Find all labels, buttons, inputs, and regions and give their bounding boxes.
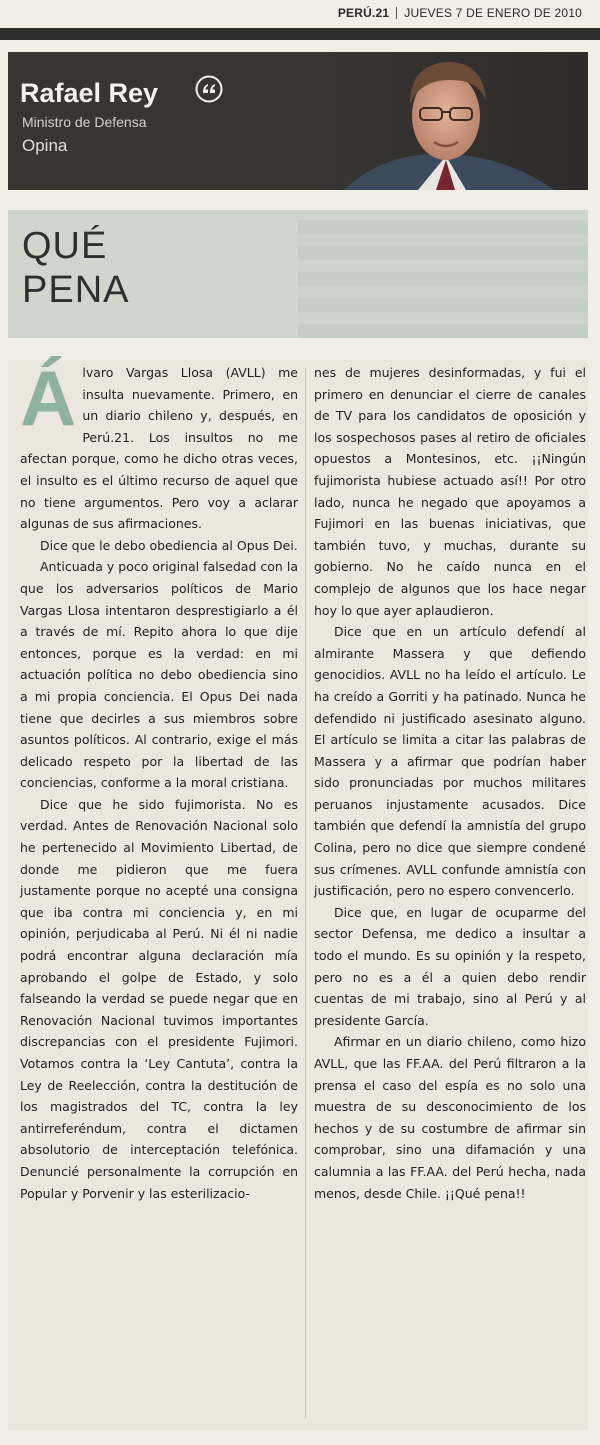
headline-line-1: QUÉ [22,225,108,267]
issue-date: JUEVES 7 DE ENERO DE 2010 [404,6,582,20]
article-column-right [314,362,586,1204]
masthead-bar [0,0,600,28]
paper-name: PERÚ.21 [337,6,390,20]
paragraph: nes de mujeres desinformadas, y fui el primero en denunciar el cierre de canales de TV para los candidatos de oposición y los sospechosos pases al retiro de oficiales opuestos a Montesinos, etc. ¡¡Ningún fujimorista hubiese actuado así!! Por otro lado, nunca he negado que apoyamos a Fujimori en las buenas iniciativas, que también tuvo, y muchas, durante su gobierno. No he caído nunca en el complejo de algunos que los hace negar hoy lo que ayer aplaudieron. [314,365,586,618]
top-rule [0,28,600,40]
headline [22,224,129,312]
quote-mark-icon [194,74,224,104]
section-label: Opina [22,136,68,155]
drop-cap: Á [20,354,77,442]
article-column-left [20,354,298,1204]
banner-texture [298,220,588,338]
column-divider [305,368,306,1418]
author-portrait [324,52,588,190]
paragraph: Dice que he sido fujimorista. No es verdad. Antes de Renovación Nacional solo he pertenecido al Movimiento Libertad, de donde me pidieron que me fuera justamente porque no acepté una consigna que iba contra mi conciencia y, en mi opinión, perjudicaba al Perú. Ni él ni nadie podrá encontrar alguna declaración mía aprobando el golpe de Estado, y solo falseando la verdad se puede negar que en Renovación Nacional tuvimos importantes discrepancias con el presidente Fujimori. Votamos contra la ‘Ley Cantuta’, contra la Ley de Reelección, contra la destitución de los magistrados del TC, contra la ley antirreferéndum, contra el dictamen absolutorio de interceptación telefónica. Denuncié personalmente la corrupción en Popular y Porvenir y las esterilizacio- [20,796,298,1201]
paragraph [20,354,298,535]
paragraph: Dice que le debo obediencia al Opus Dei. [40,537,298,553]
author-role: Ministro de Defensa [22,114,147,130]
author-name: Rafael Rey [20,78,159,108]
paragraph: Dice que en un artículo defendí al almirante Massera y que defiendo genocidios. AVLL no ha leído el artículo. Le ha creído a Gorriti y ha patinado. Nunca he defendido ni justificado asesinato alguno. El artículo se limita a citar las palabras de Massera y a afirmar que podrían haber sido pronunciadas por muchos militares peruanos injustamente acusados. Dice también que defendí la amnistía del grupo Colina, pero no dice que siempre condené sus crímenes. AVLL confunde amnistía con justificación, pero no espero convencerlo. [314,624,586,899]
paragraph: Dice que, en lugar de ocuparme del sector Defensa, me dedico a insultar a todo el mundo. Es su opinión y la respeto, pero no es a él a quien debo rendir cuentas de mi trabajo, sino al Perú y al presidente García. [314,904,586,1028]
folio [338,6,582,20]
headline-banner [8,210,588,338]
author-header [8,52,588,190]
folio-separator [396,7,397,19]
paragraph: Anticuada y poco original falsedad con la que los adversarios políticos de Mario Vargas Llosa intentaron desprestigiarlo a él a través de mí. Repito ahora lo que dije entonces, porque es la verdad: en mi actuación política no debo obediencia sino a mi propia conciencia. El Opus Dei nada tiene que decirles a sus miembros sobre asuntos políticos. Al contrario, exige el más delicado respeto por la libertad de las conciencias, conforme a la moral cristiana. [20,559,298,791]
paragraph-text: lvaro Vargas Llosa (AVLL) me insulta nuevamente. Primero, en un diario chileno y, después, en Perú.21. Los insultos no me afectan porque, como he dicho otras veces, el insulto es el último recurso de aquel que no tiene argumentos. Pero voy a aclarar algunas de sus afirmaciones. [20,365,298,532]
paragraph: Afirmar en un diario chileno, como hizo AVLL, que las FF.AA. del Perú filtraron a la prensa el caso del espía es no solo una muestra de su desconocimiento de los hechos y de su costumbre de afirmar sin comprobar, sino una difamación y una calumnia a las FF.AA. del Perú hecha, nada menos, desde Chile. ¡¡Qué pena!! [314,1034,586,1201]
headline-line-2: PENA [22,269,130,311]
